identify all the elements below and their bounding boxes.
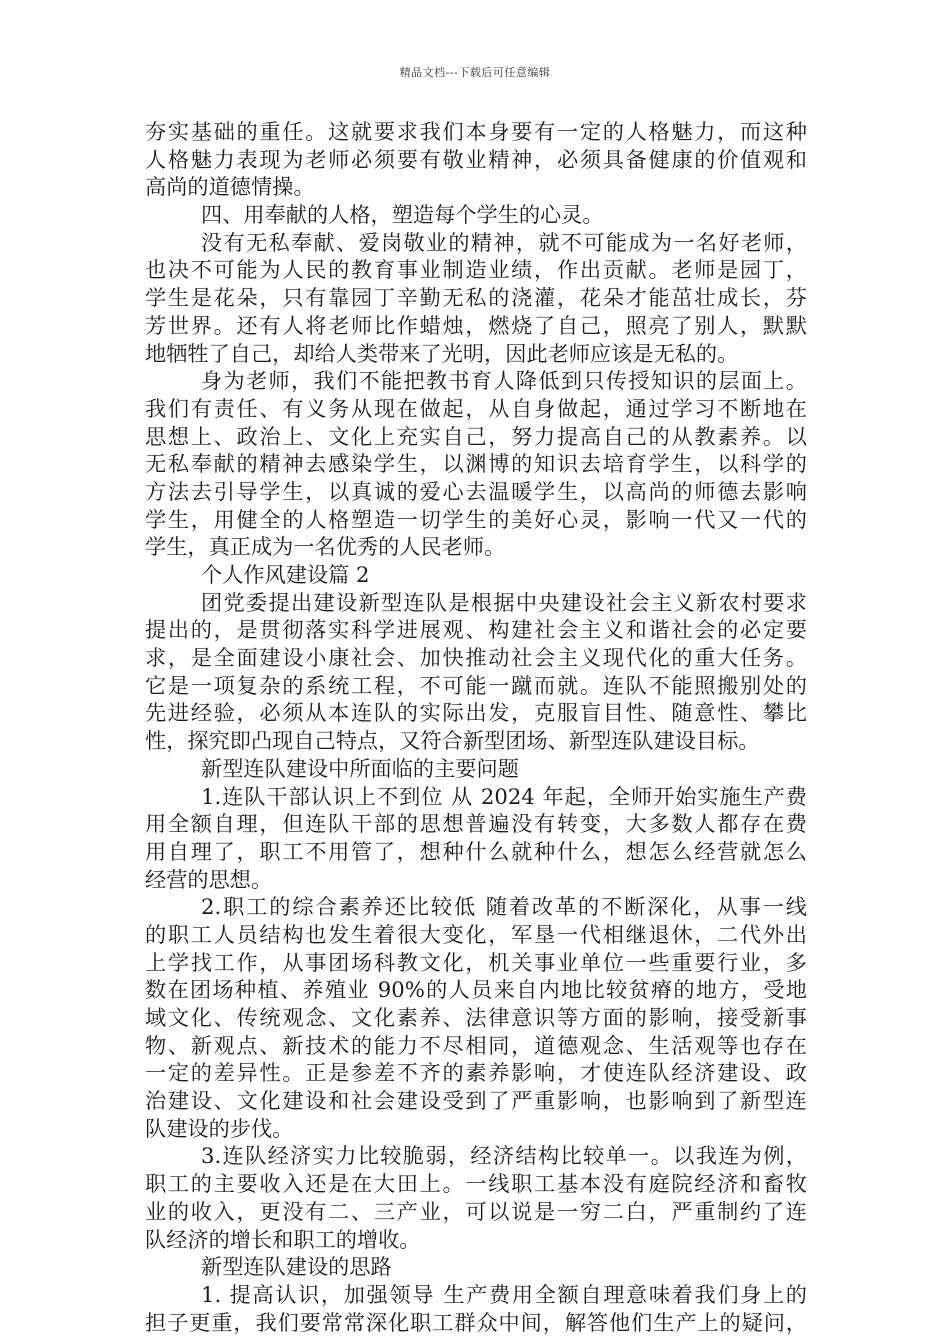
text-line: 提出的，是贯彻落实科学进展观、构建社会主义和谐社会的必定要 [145, 617, 807, 643]
text-line: 无私奉献的精神去感染学生，以渊博的知识去培育学生，以科学的 [145, 451, 807, 477]
text-line: 人格魅力表现为老师必须要有敬业精神，必须具备健康的价值观和 [145, 146, 807, 172]
text-line: 求，是全面建设小康社会、加快推动社会主义现代化的重大任务。 [145, 645, 807, 671]
text-line: 学生是花朵，只有靠园丁辛勤无私的浇灌，花朵才能茁壮成长，芬 [145, 285, 807, 311]
text-line: 的职工人员结构也发生着很大变化，军垦一代相继退休，二代外出 [145, 921, 807, 947]
text-line: 2.职工的综合素养还比较低 随着改革的不断深化，从事一线 [201, 894, 807, 920]
text-line: 方法去引导学生，以真诚的爱心去温暖学生，以高尚的师德去影响 [145, 478, 807, 504]
text-line: 四、用奉献的人格，塑造每个学生的心灵。 [201, 202, 604, 228]
text-line: 治建设、文化建设和社会建设受到了严重影响，也影响到了新型连 [145, 1088, 807, 1114]
text-line: 也决不可能为人民的教育事业制造业绩，作出贡献。老师是园丁， [145, 257, 807, 283]
text-line: 学生，用健全的人格塑造一切学生的美好心灵，影响一代又一代的 [145, 506, 807, 532]
text-line: 3.连队经济实力比较脆弱，经济结构比较单一。以我连为例， [201, 1143, 807, 1169]
text-line: 我们有责任、有义务从现在做起，从自身做起，通过学习不断地在 [145, 395, 807, 421]
text-line: 芳世界。还有人将老师比作蜡烛，燃烧了自己，照亮了别人，默默 [145, 312, 807, 338]
text-line: 新型连队建设的思路 [201, 1254, 392, 1280]
text-line: 没有无私奉献、爱岗敬业的精神，就不可能成为一名好老师， [201, 229, 807, 255]
text-line: 职工的主要收入还是在大田上。一线职工基本没有庭院经济和畜牧 [145, 1171, 807, 1197]
text-line: 身为老师，我们不能把教书育人降低到只传授知识的层面上。 [201, 368, 807, 394]
text-line: 它是一项复杂的系统工程，不可能一蹴而就。连队不能照搬别处的 [145, 672, 807, 698]
text-line: 用自理了，职工不用管了，想种什么就种什么，想怎么经营就怎么 [145, 838, 807, 864]
text-line: 1. 提高认识，加强领导 生产费用全额自理意味着我们身上的 [201, 1281, 807, 1307]
text-line: 业的收入，更没有二、三产业，可以说是一穷二白，严重制约了连 [145, 1198, 807, 1224]
text-line: 地牺牲了自己，却给人类带来了光明，因此老师应该是无私的。 [145, 340, 739, 366]
text-line: 性，探究即凸现自己特点，又符合新型团场、新型连队建设目标。 [145, 728, 760, 754]
text-line: 思想上、政治上、文化上充实自己，努力提高自己的从教素养。以 [145, 423, 807, 449]
text-line: 用全额自理，但连队干部的思想普遍没有转变，大多数人都存在费 [145, 811, 807, 837]
text-line: 上学找工作，从事团场科教文化，机关事业单位一些重要行业，多 [145, 949, 807, 975]
text-line: 先进经验，必须从本连队的实际出发，克服盲目性、随意性、攀比 [145, 700, 807, 726]
text-line: 数在团场种植、养殖业 90%的人员来自内地比较贫瘠的地方，受地 [145, 977, 807, 1003]
text-line: 学生，真正成为一名优秀的人民老师。 [145, 534, 506, 560]
page-header: 精品文档---下载后可任意编辑 [399, 66, 551, 79]
text-line: 团党委提出建设新型连队是根据中央建设社会主义新农村要求 [201, 589, 807, 615]
text-line: 个人作风建设篇 2 [201, 562, 370, 587]
text-line: 域文化、传统观念、文化素养、法律意识等方面的影响，接受新事 [145, 1005, 807, 1030]
text-line: 高尚的道德情操。 [145, 174, 315, 200]
text-line: 物、新观点、新技术的能力不尽相同，道德观念、生活观等也存在 [145, 1032, 807, 1058]
text-line: 队经济的增长和职工的增收。 [145, 1226, 421, 1252]
text-line: 队建设的步伐。 [145, 1115, 294, 1141]
document-body [145, 118, 807, 1336]
text-line: 经营的思想。 [145, 866, 273, 892]
text-line: 新型连队建设中所面临的主要问题 [201, 755, 519, 781]
text-line: 1.连队干部认识上不到位 从 2024 年起，全师开始实施生产费 [201, 783, 807, 809]
text-line: 担子更重，我们要常常深化职工群众中间，解答他们生产上的疑问， [145, 1309, 807, 1335]
text-line: 夯实基础的重任。这就要求我们本身要有一定的人格魅力，而这种 [145, 119, 807, 144]
text-line: 一定的差异性。正是参差不齐的素养影响，才使连队经济建设、政 [145, 1060, 807, 1086]
